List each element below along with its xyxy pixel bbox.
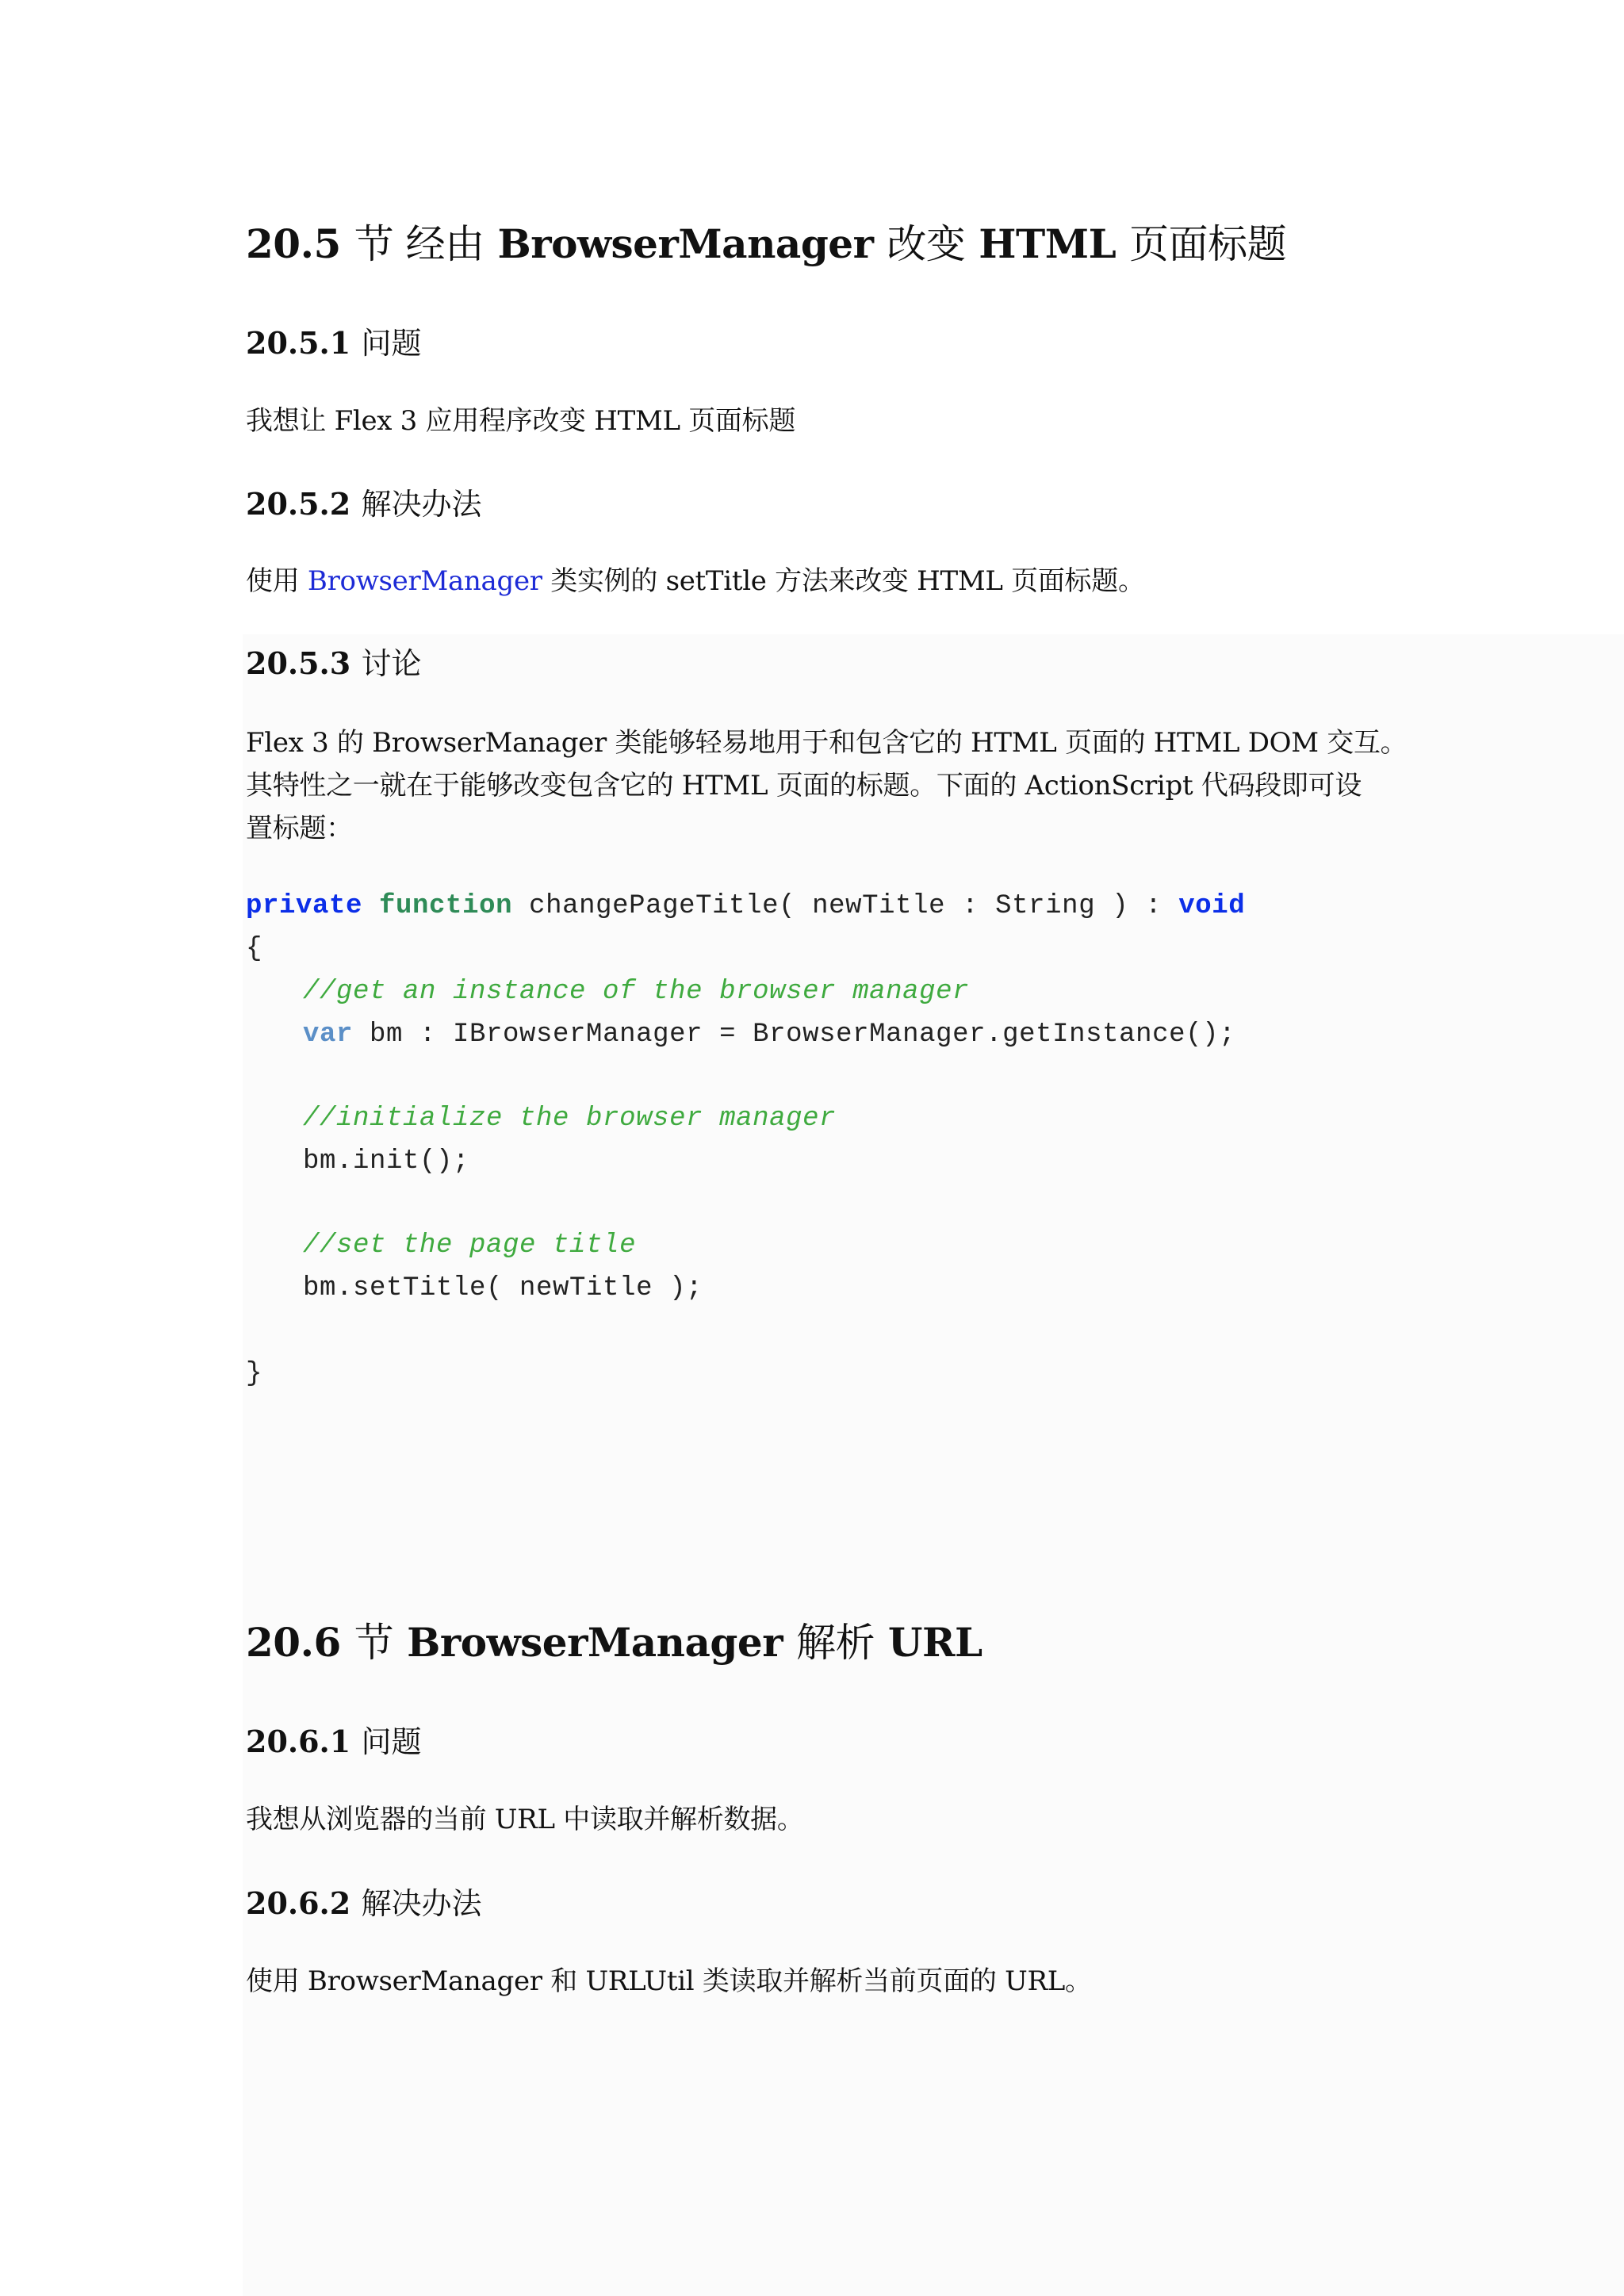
code-line-signature: private function changePageTitle( newTitle : String ) : void bbox=[246, 891, 1246, 921]
page-background-shade bbox=[243, 634, 1624, 2296]
problem-text-20-6: 我想从浏览器的当前 URL 中读取并解析数据。 bbox=[246, 1804, 804, 1835]
discussion-line-3: 置标题： bbox=[246, 813, 353, 844]
section-20-5-title: 20.5 节 经由 BrowserManager 改变 HTML 页面标题 bbox=[246, 220, 1287, 267]
code-comment-1: //get an instance of the browser manager bbox=[303, 977, 970, 1007]
solution-text: 使用 BrowserManager 类实例的 setTitle 方法来改变 HTML 页面标题。 bbox=[246, 565, 1145, 597]
solution-text-20-6: 使用 BrowserManager 和 URLUtil 类读取并解析当前页面的 URL。 bbox=[246, 1965, 1092, 1997]
heading-20-5-1: 20.5.1 问题 bbox=[246, 325, 422, 361]
code-close-brace: } bbox=[246, 1359, 263, 1389]
code-line-settitle: bm.setTitle( newTitle ); bbox=[303, 1273, 703, 1303]
discussion-line-2: 其特性之一就在于能够改变包含它的 HTML 页面的标题。下面的 ActionScript 代码段即可设 bbox=[246, 770, 1362, 802]
discussion-line-1: Flex 3 的 BrowserManager 类能够轻易地用于和包含它的 HTML 页面的 HTML DOM 交互。 bbox=[246, 727, 1408, 759]
heading-20-5-3: 20.5.3 讨论 bbox=[246, 645, 422, 681]
browsermanager-link[interactable]: BrowserManager bbox=[307, 565, 542, 597]
heading-20-5-2: 20.5.2 解决办法 bbox=[246, 486, 482, 522]
heading-20-6-2: 20.6.2 解决办法 bbox=[246, 1885, 482, 1921]
code-comment-2: //initialize the browser manager bbox=[303, 1104, 837, 1134]
problem-text: 我想让 Flex 3 应用程序改变 HTML 页面标题 bbox=[246, 405, 796, 437]
section-20-6-title: 20.6 节 BrowserManager 解析 URL bbox=[246, 1619, 982, 1666]
code-line-init: bm.init(); bbox=[303, 1146, 470, 1177]
code-line-var: var bm : IBrowserManager = BrowserManager.getInstance(); bbox=[303, 1020, 1236, 1050]
heading-20-6-1: 20.6.1 问题 bbox=[246, 1724, 422, 1759]
code-open-brace: { bbox=[246, 934, 263, 964]
code-comment-3: //set the page title bbox=[303, 1230, 637, 1261]
